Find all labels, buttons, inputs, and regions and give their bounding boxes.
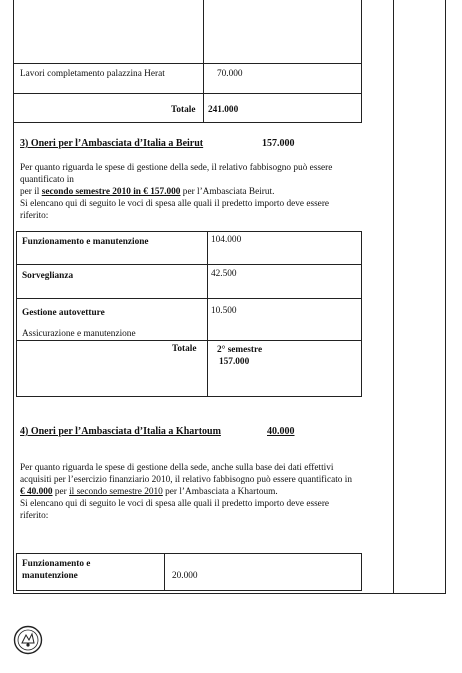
paragraph-line [20,186,274,198]
total-value: 157.000 [219,357,250,367]
section-amount: 40.000 [267,426,295,437]
paragraph-line [20,486,278,498]
table-row-label: Lavori completamento palazzina Herat [20,69,165,79]
text: per l’Ambasciata Beirut. [182,187,275,197]
paragraph-line: riferito: [20,211,49,221]
paragraph-line: Per quanto riguarda le spese di gestione della sede, anche sulla base dei dati effettivi [20,463,334,473]
table-row-value: 70.000 [217,69,243,79]
seal-stamp-icon [13,625,43,655]
section-heading: 4) Oneri per l’Ambasciata d’Italia a Khartoum [20,426,221,437]
paragraph-line: Si elencano qui di seguito le voci di spesa alle quali il predetto importo deve essere [20,199,330,209]
paragraph-line: quantificato in [20,175,74,185]
total-value: 241.000 [208,105,239,115]
paragraph-line: acquisiti per l’esercizio finanziario 2010, il relativo fabbisogno può essere quantificato in [20,475,352,485]
highlighted-amount: secondo semestre 2010 in € 157.000 [41,187,181,197]
paragraph-line: Si elencano qui di seguito le voci di spesa alle quali il predetto importo deve essere [20,499,330,509]
table-cell: 104.000 [211,235,242,245]
table-cell: Sorveglianza [22,271,74,281]
right-margin-column [392,0,446,594]
table-cell: 20.000 [172,571,198,581]
paragraph-line: Per quanto riguarda le spese di gestione della sede, il relativo fabbisogno può essere [20,163,333,173]
text: per l’Ambasciata a Khartoum. [165,487,278,497]
highlighted-amount: € 40.000 [20,487,53,497]
text: per [54,487,67,497]
table-cell: 10.500 [211,306,237,316]
table-cell: manutenzione [22,571,78,581]
table-cell: Funzionamento e manutenzione [22,237,149,247]
table-cell: Funzionamento e [22,559,91,569]
table-cell: Gestione autovetture [22,308,105,318]
section-amount: 157.000 [262,138,295,149]
total-label: Totale [172,344,197,354]
section-heading: 3) Oneri per l’Ambasciata d’Italia a Beirut [20,138,204,149]
table-cell: Assicurazione e manutenzione [22,329,136,339]
table-cell: 42.500 [211,269,237,279]
total-label: Totale [171,105,196,115]
highlighted-period: il secondo semestre 2010 [69,487,163,497]
paragraph-line: riferito: [20,511,49,521]
text: per il [20,187,40,197]
total-period: 2° semestre [217,345,263,355]
